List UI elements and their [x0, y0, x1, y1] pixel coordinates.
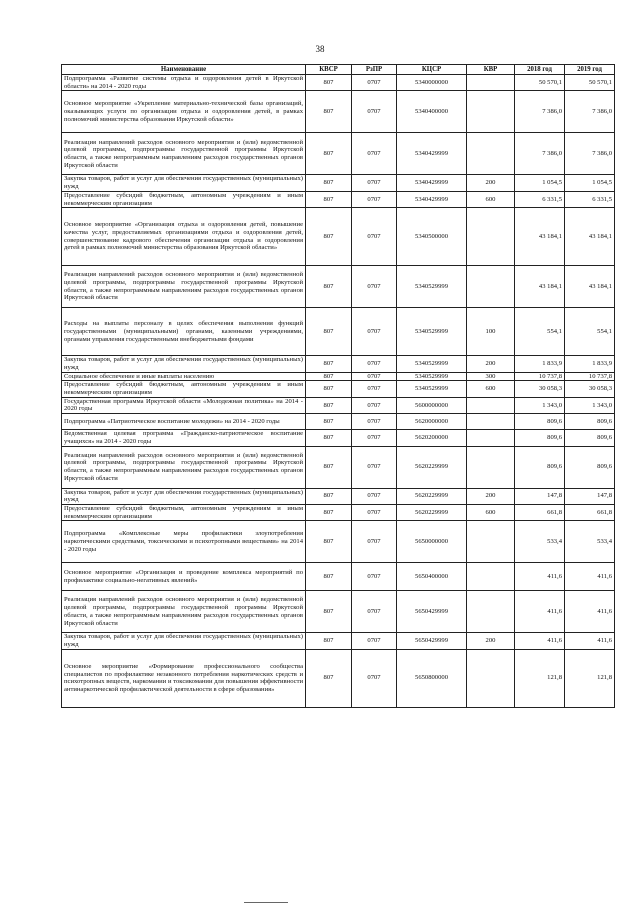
- table-row: [62, 372, 615, 381]
- cell-2018: 43 184,1: [515, 266, 565, 308]
- table-row: [62, 414, 615, 430]
- cell-rzpr: 0707: [352, 397, 397, 413]
- cell-kcsr: 5340400000: [397, 91, 467, 133]
- cell-kcsr: 5650400000: [397, 563, 467, 591]
- cell-kvr: [467, 397, 515, 413]
- cell-kvsr: 807: [306, 91, 352, 133]
- cell-2019: 43 184,1: [565, 208, 615, 266]
- cell-2019: 1 054,5: [565, 175, 615, 191]
- cell-kcsr: 5650000000: [397, 521, 467, 563]
- cell-kvr: 300: [467, 372, 515, 381]
- cell-2018: 50 570,1: [515, 75, 565, 91]
- cell-kvsr: 807: [306, 633, 352, 649]
- cell-name: Основное мероприятие «Организация отдыха и оздоровления детей, повышение качества услуг, предоставляемых организациями отдыха и оздоровления детей, совершенствование кадрового обеспечения организации отдыха и оздоровления детей в рамках полномочий министерства образования Иркутской области»: [62, 208, 306, 266]
- cell-name: Реализация направлений расходов основного мероприятия и (или) ведомственной целевой программы, подпрограммы государственной программы Иркутской области, а также непрограммным направлениям расходов государственных органов Иркутской области: [62, 266, 306, 308]
- cell-kvsr: 807: [306, 133, 352, 175]
- cell-kvr: 200: [467, 175, 515, 191]
- cell-name: Предоставление субсидий бюджетным, автономным учреждениям и иным некоммерческим организациям: [62, 504, 306, 520]
- cell-name: Подпрограмма «Патриотическое воспитание молодежи» на 2014 - 2020 годы: [62, 414, 306, 430]
- cell-kcsr: 5600000000: [397, 397, 467, 413]
- table-row: [62, 649, 615, 707]
- cell-kcsr: 5340529999: [397, 356, 467, 372]
- cell-kcsr: 5340429999: [397, 133, 467, 175]
- cell-rzpr: 0707: [352, 75, 397, 91]
- cell-name: Закупка товаров, работ и услуг для обеспечения государственных (муниципальных) нужд: [62, 633, 306, 649]
- cell-rzpr: 0707: [352, 372, 397, 381]
- table-row: [62, 191, 615, 207]
- table-row: [62, 430, 615, 446]
- cell-2018: 10 737,8: [515, 372, 565, 381]
- cell-kvsr: 807: [306, 488, 352, 504]
- cell-rzpr: 0707: [352, 563, 397, 591]
- cell-2019: 554,1: [565, 308, 615, 356]
- cell-2019: 411,6: [565, 633, 615, 649]
- cell-2019: 121,8: [565, 649, 615, 707]
- cell-rzpr: 0707: [352, 175, 397, 191]
- cell-2019: 411,6: [565, 591, 615, 633]
- cell-2018: 411,6: [515, 591, 565, 633]
- cell-kvsr: 807: [306, 446, 352, 488]
- cell-kvsr: 807: [306, 504, 352, 520]
- table-row: [62, 356, 615, 372]
- cell-name: Основное мероприятие «Укрепление материально-технической базы организаций, оказывающих услуги по организации отдыха и оздоровления детей, в рамках полномочий министерства образования Иркутской области»: [62, 91, 306, 133]
- cell-kcsr: 5620000000: [397, 414, 467, 430]
- cell-2019: 7 386,0: [565, 133, 615, 175]
- cell-2018: 411,6: [515, 633, 565, 649]
- cell-kvr: 600: [467, 191, 515, 207]
- table-body: [62, 75, 615, 708]
- cell-name: Предоставление субсидий бюджетным, автономным учреждениям и иным некоммерческим организациям: [62, 381, 306, 397]
- cell-2019: 6 331,5: [565, 191, 615, 207]
- cell-2019: 1 343,0: [565, 397, 615, 413]
- cell-rzpr: 0707: [352, 308, 397, 356]
- cell-kvr: 100: [467, 308, 515, 356]
- table-row: [62, 397, 615, 413]
- cell-kvsr: 807: [306, 521, 352, 563]
- cell-kcsr: 5340529999: [397, 381, 467, 397]
- table-row: [62, 381, 615, 397]
- cell-kvsr: 807: [306, 75, 352, 91]
- table-row: [62, 521, 615, 563]
- cell-2018: 30 058,3: [515, 381, 565, 397]
- cell-2018: 809,6: [515, 414, 565, 430]
- cell-kvr: [467, 133, 515, 175]
- cell-2019: 7 386,0: [565, 91, 615, 133]
- table-row: [62, 91, 615, 133]
- cell-name: Закупка товаров, работ и услуг для обеспечения государственных (муниципальных) нужд: [62, 356, 306, 372]
- cell-kvr: [467, 75, 515, 91]
- cell-kvr: 200: [467, 633, 515, 649]
- cell-2019: 809,6: [565, 414, 615, 430]
- cell-name: Подпрограмма «Комплексные меры профилактики злоупотребления наркотическими средствами, токсическими и психотропными веществами» на 2014 - 2020 годы: [62, 521, 306, 563]
- cell-rzpr: 0707: [352, 414, 397, 430]
- cell-rzpr: 0707: [352, 356, 397, 372]
- cell-kvsr: 807: [306, 649, 352, 707]
- cell-name: Социальное обеспечение и иные выплаты населению: [62, 372, 306, 381]
- budget-table: [61, 64, 615, 708]
- cell-kvr: [467, 563, 515, 591]
- cell-name: Основное мероприятие «Организация и проведение комплекса мероприятий по профилактике социально-негативных явлений»: [62, 563, 306, 591]
- cell-kvsr: 807: [306, 591, 352, 633]
- cell-kcsr: 5340529999: [397, 372, 467, 381]
- cell-rzpr: 0707: [352, 133, 397, 175]
- cell-2019: 809,6: [565, 430, 615, 446]
- cell-name: Закупка товаров, работ и услуг для обеспечения государственных (муниципальных) нужд: [62, 175, 306, 191]
- cell-kcsr: 5340500000: [397, 208, 467, 266]
- header-2018: 2018 год: [515, 65, 565, 75]
- cell-kvr: 600: [467, 504, 515, 520]
- cell-kcsr: 5650429999: [397, 633, 467, 649]
- cell-kcsr: 5620229999: [397, 504, 467, 520]
- page-number: 38: [315, 44, 325, 54]
- cell-kcsr: 5620200000: [397, 430, 467, 446]
- cell-2018: 121,8: [515, 649, 565, 707]
- cell-rzpr: 0707: [352, 504, 397, 520]
- cell-kvr: [467, 91, 515, 133]
- cell-2019: 43 184,1: [565, 266, 615, 308]
- table-row: [62, 446, 615, 488]
- table-row: [62, 488, 615, 504]
- cell-kvr: 200: [467, 488, 515, 504]
- cell-kvr: [467, 266, 515, 308]
- cell-2018: 6 331,5: [515, 191, 565, 207]
- table-row: [62, 563, 615, 591]
- cell-name: Государственная программа Иркутской области «Молодежная политика» на 2014 - 2020 годы: [62, 397, 306, 413]
- cell-rzpr: 0707: [352, 381, 397, 397]
- header-rzpr: РзПР: [352, 65, 397, 75]
- cell-2019: 50 570,1: [565, 75, 615, 91]
- cell-2018: 7 386,0: [515, 91, 565, 133]
- cell-2018: 1 833,9: [515, 356, 565, 372]
- header-name: Наименование: [62, 65, 306, 75]
- cell-rzpr: 0707: [352, 591, 397, 633]
- cell-rzpr: 0707: [352, 266, 397, 308]
- cell-kvr: [467, 591, 515, 633]
- cell-name: Подпрограмма «Развитие системы отдыха и оздоровления детей в Иркутской области» на 2014 - 2020 годы: [62, 75, 306, 91]
- cell-2019: 809,6: [565, 446, 615, 488]
- cell-kvr: [467, 521, 515, 563]
- table-row: [62, 133, 615, 175]
- cell-name: Основное мероприятие «Формирование профессионального сообщества специалистов по профилактике незаконного потребления наркотических средств и психотропных веществ, наркомании и токсикомании для повышения эффективности антинаркотической профилактической деятельности в сфере образования»: [62, 649, 306, 707]
- cell-name: Закупка товаров, работ и услуг для обеспечения государственных (муниципальных) нужд: [62, 488, 306, 504]
- cell-2018: 7 386,0: [515, 133, 565, 175]
- cell-2018: 1 343,0: [515, 397, 565, 413]
- cell-rzpr: 0707: [352, 430, 397, 446]
- cell-2018: 43 184,1: [515, 208, 565, 266]
- cell-2018: 533,4: [515, 521, 565, 563]
- cell-kvsr: 807: [306, 191, 352, 207]
- cell-kvsr: 807: [306, 266, 352, 308]
- cell-kvsr: 807: [306, 356, 352, 372]
- cell-name: Реализация направлений расходов основного мероприятия и (или) ведомственной целевой программы, подпрограммы государственной программы Иркутской области, а также непрограммным направлениям расходов государственных органов Иркутской области: [62, 591, 306, 633]
- cell-2018: 147,8: [515, 488, 565, 504]
- cell-2018: 661,8: [515, 504, 565, 520]
- cell-kvr: [467, 414, 515, 430]
- cell-rzpr: 0707: [352, 208, 397, 266]
- cell-name: Реализация направлений расходов основного мероприятия и (или) ведомственной целевой программы, подпрограммы государственной программы Иркутской области, а также непрограммным направлениям расходов государственных органов Иркутской области: [62, 446, 306, 488]
- cell-kvsr: 807: [306, 430, 352, 446]
- cell-kvsr: 807: [306, 208, 352, 266]
- cell-kvsr: 807: [306, 308, 352, 356]
- cell-kcsr: 5340429999: [397, 175, 467, 191]
- cell-2018: 554,1: [515, 308, 565, 356]
- table-header-row: [62, 65, 615, 75]
- scan-artifact: [244, 902, 288, 903]
- cell-name: Реализация направлений расходов основного мероприятия и (или) ведомственной целевой программы, подпрограммы государственной программы Иркутской области, а также непрограммным направлениям расходов государственных органов Иркутской области: [62, 133, 306, 175]
- cell-2019: 661,8: [565, 504, 615, 520]
- table-row: [62, 75, 615, 91]
- cell-name: Ведомственная целевая программа «Гражданско-патриотическое воспитание учащихся» на 2014 - 2020 годы: [62, 430, 306, 446]
- cell-kcsr: 5620229999: [397, 446, 467, 488]
- table-row: [62, 208, 615, 266]
- table-row: [62, 175, 615, 191]
- header-kvr: КВР: [467, 65, 515, 75]
- cell-kvr: 200: [467, 356, 515, 372]
- cell-kvr: [467, 446, 515, 488]
- table-row: [62, 591, 615, 633]
- cell-2019: 10 737,8: [565, 372, 615, 381]
- cell-kvsr: 807: [306, 372, 352, 381]
- table-row: [62, 308, 615, 356]
- cell-kvsr: 807: [306, 397, 352, 413]
- cell-kcsr: 5340529999: [397, 308, 467, 356]
- cell-2019: 411,6: [565, 563, 615, 591]
- cell-kvsr: 807: [306, 175, 352, 191]
- cell-kcsr: 5650800000: [397, 649, 467, 707]
- cell-2019: 533,4: [565, 521, 615, 563]
- cell-rzpr: 0707: [352, 521, 397, 563]
- cell-2018: 1 054,5: [515, 175, 565, 191]
- cell-kcsr: 5620229999: [397, 488, 467, 504]
- cell-kvr: [467, 208, 515, 266]
- cell-kvsr: 807: [306, 381, 352, 397]
- cell-rzpr: 0707: [352, 91, 397, 133]
- header-2019: 2019 год: [565, 65, 615, 75]
- cell-rzpr: 0707: [352, 649, 397, 707]
- cell-rzpr: 0707: [352, 633, 397, 649]
- cell-name: Расходы на выплаты персоналу в целях обеспечения выполнения функций государственными (муниципальными) органами, казенными учреждениями, органами управления государственными внебюджетными фондами: [62, 308, 306, 356]
- cell-kvr: 600: [467, 381, 515, 397]
- header-kcsr: КЦСР: [397, 65, 467, 75]
- cell-kcsr: 5340429999: [397, 191, 467, 207]
- cell-kvsr: 807: [306, 414, 352, 430]
- cell-name: Предоставление субсидий бюджетным, автономным учреждениям и иным некоммерческим организациям: [62, 191, 306, 207]
- cell-2019: 30 058,3: [565, 381, 615, 397]
- cell-kcsr: 5650429999: [397, 591, 467, 633]
- table-row: [62, 633, 615, 649]
- cell-2018: 809,6: [515, 430, 565, 446]
- cell-rzpr: 0707: [352, 191, 397, 207]
- cell-2019: 147,8: [565, 488, 615, 504]
- cell-2018: 809,6: [515, 446, 565, 488]
- cell-kvsr: 807: [306, 563, 352, 591]
- cell-rzpr: 0707: [352, 488, 397, 504]
- cell-kcsr: 5340000000: [397, 75, 467, 91]
- cell-2018: 411,6: [515, 563, 565, 591]
- cell-rzpr: 0707: [352, 446, 397, 488]
- cell-kvr: [467, 649, 515, 707]
- table-row: [62, 504, 615, 520]
- table-row: [62, 266, 615, 308]
- cell-2019: 1 833,9: [565, 356, 615, 372]
- cell-kvr: [467, 430, 515, 446]
- cell-kcsr: 5340529999: [397, 266, 467, 308]
- header-kvsr: КВСР: [306, 65, 352, 75]
